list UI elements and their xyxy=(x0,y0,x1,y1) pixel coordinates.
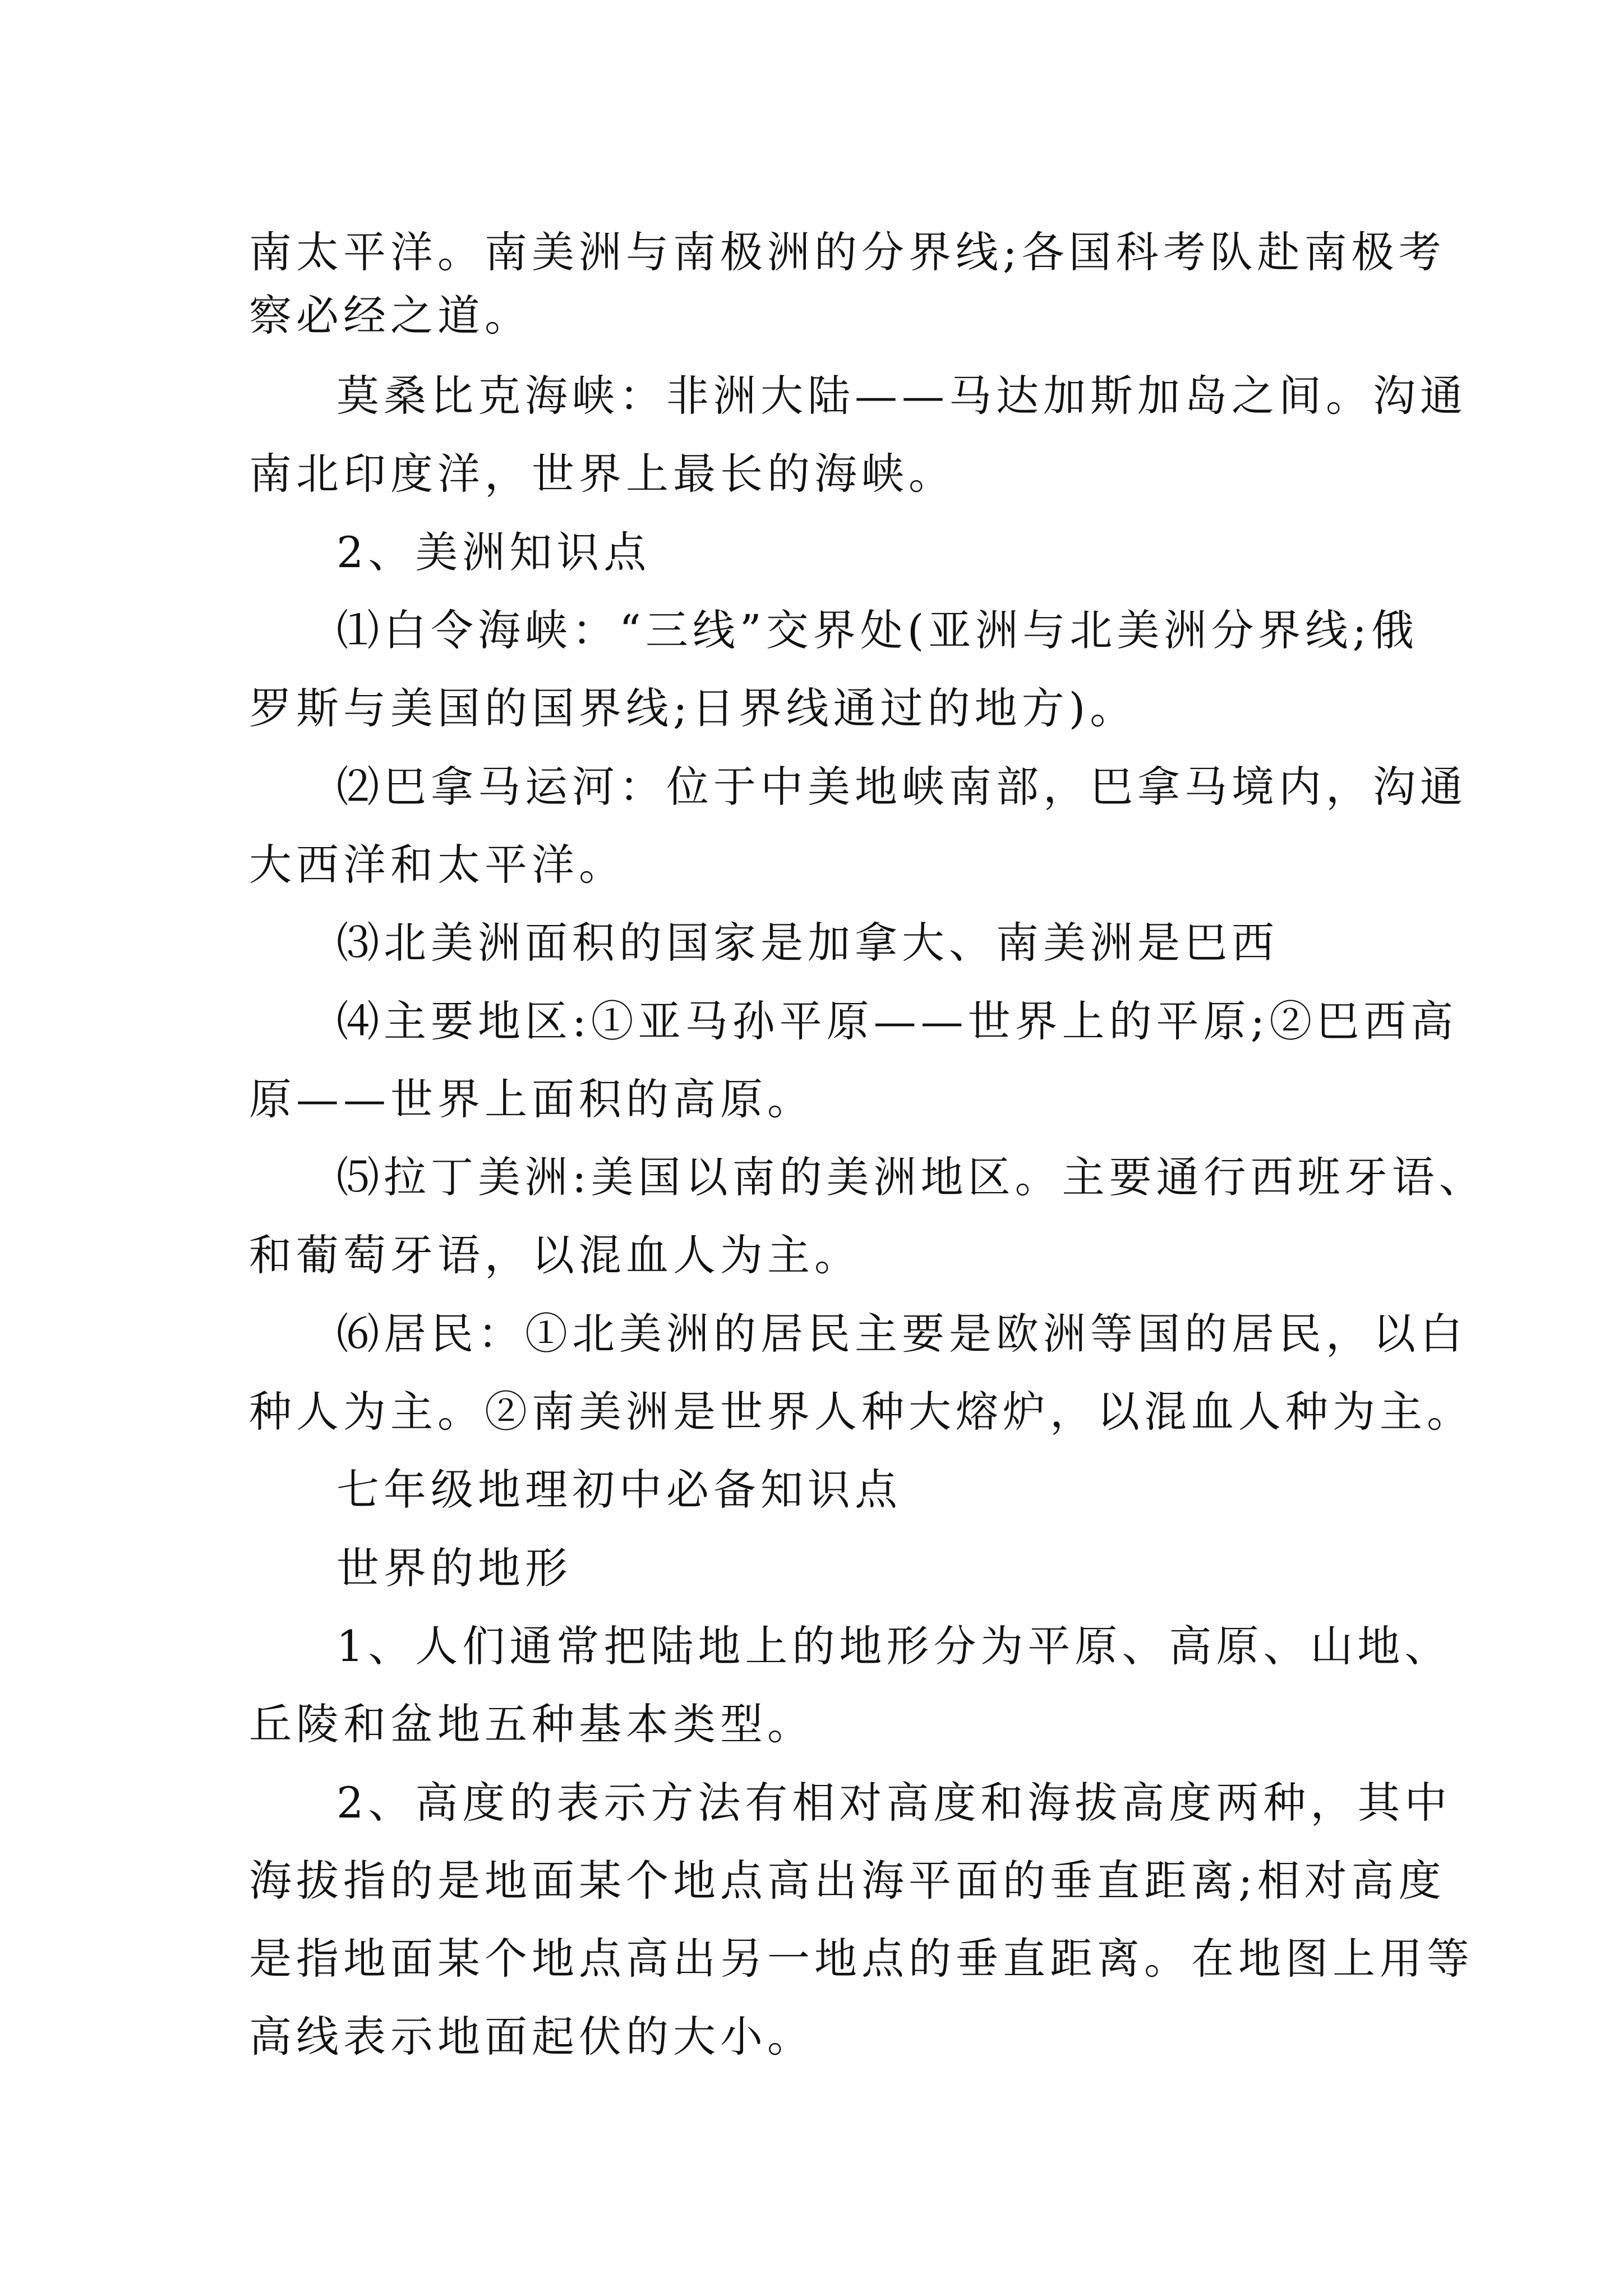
text-line-9: 大西洋和太平洋。 xyxy=(249,840,626,890)
text-line-13: ⑸拉丁美洲:美国以南的美洲地区。主要通行西班牙语、 xyxy=(336,1152,1486,1202)
text-line-1: 南太平洋。南美洲与南极洲的分界线;各国科考队赴南极考 xyxy=(249,227,1446,277)
text-line-21: 2、高度的表示方法有相对高度和海拔高度两种，其中 xyxy=(336,1778,1452,1828)
text-line-15: ⑹居民：①北美洲的居民主要是欧洲等国的居民，以白 xyxy=(336,1309,1467,1359)
section-heading-terrain: 世界的地形 xyxy=(336,1543,572,1593)
text-line-4: 南北印度洋，世界上最长的海峡。 xyxy=(249,449,956,499)
text-line-6: ⑴白令海峡：“三线”交界处(亚洲与北美洲分界线;俄 xyxy=(336,605,1418,655)
text-line-11: ⑷主要地区:①亚马孙平原——世界上的平原;②巴西高 xyxy=(336,996,1458,1046)
text-line-19: 1、人们通常把陆地上的地形分为平原、高原、山地、 xyxy=(336,1621,1452,1671)
text-line-16: 种人为主。②南美洲是世界人种大熔炉，以混血人种为主。 xyxy=(249,1387,1474,1437)
text-line-22: 海拔指的是地面某个地点高出海平面的垂直距离;相对高度 xyxy=(249,1856,1446,1906)
text-line-8: ⑵巴拿马运河：位于中美地峡南部，巴拿马境内，沟通 xyxy=(336,762,1467,812)
text-line-7: 罗斯与美国的国界线;日界线通过的地方)。 xyxy=(249,683,1137,733)
text-line-20: 丘陵和盆地五种基本类型。 xyxy=(249,1699,814,1749)
text-line-3: 莫桑比克海峡：非洲大陆——马达加斯加岛之间。沟通 xyxy=(336,371,1467,421)
text-line-12: 原——世界上面积的高原。 xyxy=(249,1074,814,1124)
text-line-14: 和葡萄牙语，以混血人为主。 xyxy=(249,1230,861,1280)
text-line-10: ⑶北美洲面积的国家是加拿大、南美洲是巴西 xyxy=(336,918,1279,968)
section-heading-grade7: 七年级地理初中必备知识点 xyxy=(336,1465,902,1515)
text-line-2: 察必经之道。 xyxy=(249,291,532,341)
section-heading-america: 2、美洲知识点 xyxy=(336,527,651,577)
text-line-24: 高线表示地面起伏的大小。 xyxy=(249,2012,814,2062)
text-line-23: 是指地面某个地点高出另一地点的垂直距离。在地图上用等 xyxy=(249,1934,1474,1984)
